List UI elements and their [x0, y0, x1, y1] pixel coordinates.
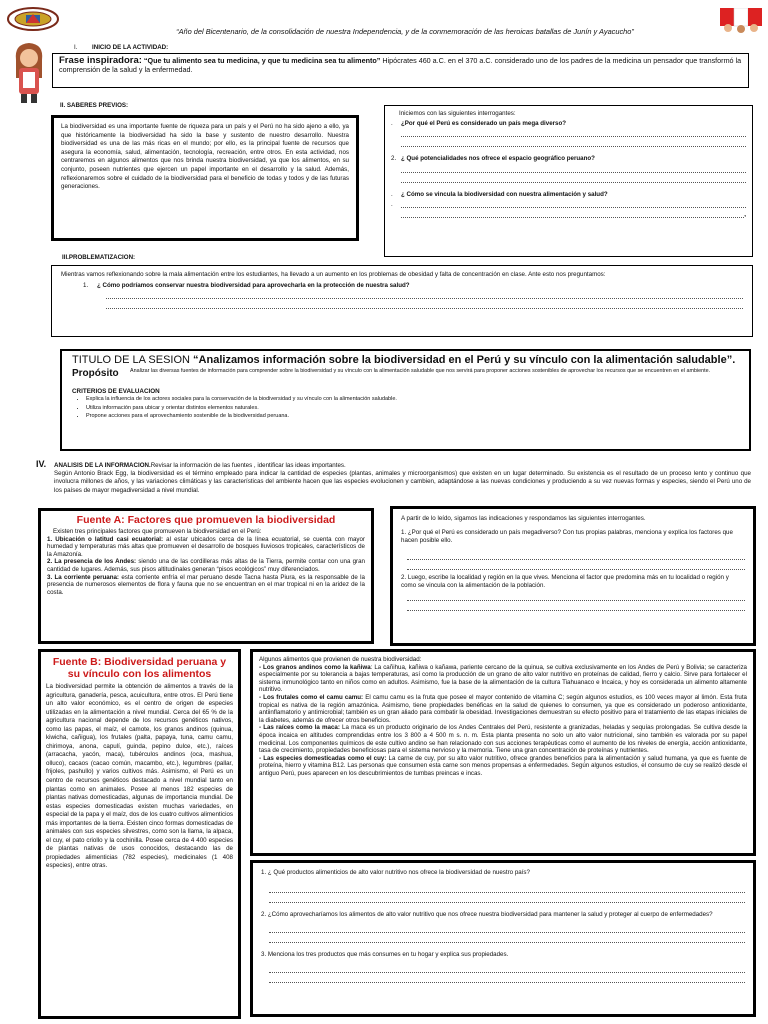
answer-line[interactable]	[407, 560, 745, 570]
saberes-intro: Iniciemos con las siguientes interrogantes:	[399, 110, 516, 117]
fuente-a-factor-3: 3. La corriente peruana: esta corriente enfría el mar peruano desde Tacna hasta Piura, es la responsable de la presencia de numerosos elementos de flora y fauna que no se encuentran en el mar tropical ni en la aridez de la costa.	[47, 573, 365, 596]
alimento-cuy: - Las especies domesticadas como el cuy: La carne de cuy, por su alto valor nutritivo, ofrece grandes beneficios para la alimentación y salud humana, ya que es fuente de proteína, hierro y vitamina B12. Las personas que consumen esta carne son menos propensas a enfermedades. Según algunos estudios, el consumo de cuy se realizó desde el antiguo Perú, pues aparecen en los descubrimientos de tumbas preincas e incas.	[259, 754, 747, 777]
saberes-box	[51, 115, 359, 241]
fuente-a-factor-1: 1. Ubicación o latitud casi ecuatorial: al estar ubicados cerca de la línea ecuatorial, se cuenta con mayor humedad y temperaturas más altas que promueven el desarrollo de bosques lluviosos tropicales, característicos de la Amazonía.	[47, 535, 365, 558]
saberes-question-3: ¿ Cómo se vincula la biodiversidad con nuestra alimentación y salud?	[401, 190, 608, 198]
answer-line[interactable]	[106, 299, 743, 309]
q1-number: .	[391, 119, 393, 127]
preguntas-b-q3: 3. Menciona los tres productos que más consumes en tu hogar y explica sus propiedades.	[261, 951, 509, 959]
saberes-question-2: ¿ Qué potencialidades nos ofrece el espacio geográfico peruano?	[401, 155, 595, 163]
saberes-questions-box	[384, 105, 753, 257]
preguntas-a-q1: 1. ¿Por qué el Perú es considerado un país megadiverso? Con tus propias palabras, menciona y explica los factores que hacen posible ello.	[401, 528, 733, 545]
criterios-list	[86, 395, 739, 421]
proposito-label: Propósito	[72, 368, 119, 379]
answer-line[interactable]	[401, 163, 746, 173]
answer-line[interactable]	[269, 883, 745, 893]
sesion-title-label: TITULO DE LA SESION	[72, 354, 190, 366]
problematizacion-heading: III.PROBLEMATIZACION:	[62, 254, 136, 261]
answer-line[interactable]	[106, 289, 743, 299]
criterio-item: • Utiliza información para ubicar y orientar distintos elementos naturales.	[86, 404, 739, 413]
answer-line[interactable]	[401, 208, 744, 218]
problematizacion-text: Mientras vamos reflexionando sobre la mala alimentación entre los estudiantes, ha llevado a un aumento en los problemas de obesidad y falta de concentración en clase. Ante esto nos preguntamos:	[61, 271, 606, 278]
problematizacion-box	[51, 265, 753, 337]
answer-line[interactable]	[407, 601, 745, 611]
frase-label: Frase inspiradora:	[59, 55, 142, 66]
fuente-a-title: Fuente A: Factores que promueven la biodiversidad	[76, 514, 336, 526]
analisis-text: Según Antonio Brack Egg, la biodiversidad es el término empleado para indicar la cantidad de especies (plantas, animales y microorganismos) que existen en un lugar determinado. Su existencia es el resultado de un proceso lento y continuo que involucra millones de años, y las variaciones climáticas y las características del ambiente hacen que las especies evolucionen y cambien, adaptándose a las nuevas condiciones y produciendo a su vez nuevas formas y especies, siendo el Perú uno de los países de mayor megadiversidad a nivel mundial.	[54, 469, 751, 494]
analisis-instruction: Revisar la información de las fuentes , identificar las ideas importantes.	[150, 462, 346, 469]
alimento-maca: - Las raíces como la maca: La maca es un producto originario de los Andes Centrales del Perú, resistente a granizadas, heladas y sequías prolongadas. Se cultiva desde la época incaica en altitudes comprendidas entre los 3 800 a 4 500 m s. n. m. Esta planta presenta no solo un alto valor nutricional, sino también es valorada por su papel medicinal. Los componentes químicos de este cultivo andino se han relacionado con sus acciones terapéuticas como el aumento de los niveles de energía, acción antioxidante, tasa de crecimiento, propiedades beneficiosas para el sistema nervioso y la memoria. Tiene una gran concentración de proteínas y nutrientes.	[259, 724, 747, 755]
frase-rest: Hipócrates 460 a.C. en el 370 a.C. considerado uno de los padres de la medicina un pensador que transformó la comprensión de la salud y la enfermedad.	[59, 56, 742, 74]
preguntas-a-box	[390, 506, 756, 646]
q3-tail-number: .	[391, 200, 393, 208]
fuente-b-title: Fuente B: Biodiversidad peruana y su vínculo con los alimentos	[52, 656, 227, 680]
school-crest-icon	[6, 6, 60, 32]
section-i-number: I.	[74, 44, 78, 51]
answer-line[interactable]	[269, 933, 745, 943]
preguntas-b-box	[250, 860, 756, 1017]
answer-line[interactable]	[269, 893, 745, 903]
answer-line[interactable]	[269, 963, 745, 973]
fuente-a-factor-2: 2. La presencia de los Andes: siendo una de las cordilleras más altas de la Tierra, permite contar con una gran cantidad de lugares. Además, sus pisos altitudinales generan “pisos ecológicos” muy diferenciados.	[47, 558, 365, 573]
section-i-heading: INICIO DE LA ACTIVIDAD:	[92, 44, 169, 51]
people-flag-icon	[720, 8, 762, 34]
problem-q-number: 1.	[83, 281, 89, 289]
fuente-a-box	[38, 508, 374, 644]
teacher-icon	[8, 40, 50, 104]
answer-line[interactable]	[401, 173, 746, 183]
criterios-label: CRITERIOS DE EVALUACION	[72, 388, 160, 395]
answer-line[interactable]	[401, 127, 746, 137]
frase-quote: “Que tu alimento sea tu medicina, y que tu medicina sea tu alimento”	[143, 56, 381, 65]
proposito-text: Analizar las diversas fuentes de información para comprender sobre la biodiversidad y su vínculo con la alimentación saludable que nos servirá para proponer acciones sostenibles de aprovechar los recursos que se encuentren en el ambiente.	[130, 368, 711, 374]
preguntas-a-q2: 2. Luego, escribe la localidad y región en la que vives. Menciona el factor que predomina más en tu localidad o región y como se vincula con la alimentación de la población.	[401, 573, 729, 590]
saberes-question-1: ¿Por qué el Perú es considerado un país mega diverso?	[401, 119, 567, 127]
saberes-text: La biodiversidad es una importante fuente de riqueza para un país y el Perú no ha sido ajeno a ello, ya que históricamente la biodiversidad ha sido la base y sustento de nuestro desarrollo. Nuestra biodiversidad es una de las más ricas en el mundo; por ello, es la principal fuente de recursos que asegura la economía, salud, alimentación, tecnología, recreación, entre otros. En esta actividad, nos centraremos en algunos alimentos que nos brinda nuestra biodiversidad, ya que los alimentos, en su conjunto, poseen nutrientes que ejercen un papel importante en el desarrollo y la salud. Además, reflexionaremos sobre el cuidado de la biodiversidad para el beneficio de todas y todos y de las futuras generaciones.	[61, 123, 349, 191]
criterio-item: • Explica la influencia de los actores sociales para la conservación de la biodiversidad y su vínculo con la alimentación saludable.	[86, 395, 739, 404]
teacher-illustration	[8, 40, 50, 104]
sesion-box	[60, 349, 751, 451]
flag-decoration	[720, 8, 762, 34]
preguntas-b-q2: 2. ¿Cómo aprovecharíamos los alimentos de alto valor nutritivo que nos ofrece nuestra biodiversidad para mantener la salud y proteger al cuerpo de enfermedades?	[261, 910, 713, 918]
sesion-title: “Analizamos información sobre la biodiversidad en el Perú y su vínculo con la alimentación saludable”.	[193, 354, 736, 366]
fuente-b-text: La biodiversidad permite la obtención de alimentos a través de la agricultura, ganadería, pesca, acuicultura, entre otros. El Perú tiene un alto valor económico, es el centro de origen de especies utilizadas en la alimentación a nivel mundial. Cerca del 65 % de la agricultura nacional depende de los recursos genéticos nativos, como las papas, el maíz, el camote, los granos andinos (quinua, kiwicha, cañigua), los frutales (palta, papaya, tuna, camu camu, chirimoya, anona, capulí, guinda, pepino dulce, etc.), raíces (arracacha, yacón, maca), tubérculos andinos (oca, mashua, olluco), cacaos (cacao común, macambo, etc.), legumbres (pallar, frijoles, pashullo) y varios cultivos más. Asimismo, el Perú es un centro de recursos genéticos destacado a nivel mundial tanto en plantas como en animales. Posee al menos 182 especies de plantas nativas domesticadas, algunas de importancia mundial. De estas especies domesticadas existen muchas variedades, en especial de la papa y el maíz, dos de los cuatro cultivos alimenticios más importantes de la tierra. Existen cinco formas domesticadas de animales con sus especies silvestres, como son la llama, la alpaca, el cuy, el pato criollo y la cochinilla. Posee cerca de 4 400 especies de plantas nativas de usos conocidos, destacando las de propiedades alimenticias (782 especies), medicinales (1 408 especies), entre otras.	[46, 683, 233, 870]
alimentos-box	[250, 649, 756, 856]
analisis-block	[36, 459, 751, 495]
q2-number: 2.	[391, 155, 397, 163]
answer-line[interactable]	[401, 198, 746, 208]
fuente-b-box	[38, 649, 241, 1019]
preguntas-b-q1: 1. ¿ Qué productos alimenticios de alto valor nutritivo nos ofrece la biodiversidad de nuestro país?	[261, 869, 530, 876]
alimento-kaniwa: - Los granos andinos como la kañiwa: La cañihua, kañiwa o kañawa, pariente cercano de la quinua, se cultiva exclusivamente en los Andes de Perú y Bolivia; se caracteriza especialmente por su tolerancia a bajas temperaturas, así como la producción de un grano de alto valor nutritivo en proteínas de calidad, fierro y calcio. Sirve para fortalecer el sistema inmunológico tanto en niños como en adultos. Asimismo, fue la base de la alimentación de la cultura Tiahuanaco e Incaica, y hoy es considerada un alimento altamente nutritivo.	[259, 663, 747, 694]
answer-line[interactable]	[269, 973, 745, 983]
answer-line[interactable]	[407, 591, 745, 601]
criterio-item: • Propone acciones para el aprovechamiento sostenible de la biodiversidad peruana.	[86, 412, 739, 421]
alimentos-intro: Algunos alimentos que provienen de nuestra biodiversidad:	[259, 656, 422, 663]
answer-line[interactable]	[269, 923, 745, 933]
analisis-number: IV.	[36, 459, 47, 469]
preguntas-a-intro: A partir de lo leído, sigamos las indicaciones y respondamos las siguientes interrogantes.	[401, 515, 646, 522]
alimento-camu-camu: - Los frutales como el camu camu: El camu camu es la fruta que posee el mayor contenido de vitamina C; según algunos estudios, es 100 veces mayor al limón. Esta fruta tropical es nativa de la región amazónica. Asimismo, tiene propiedades benéficas en la salud de quienes lo consumen, ya que es considerado un poderoso antioxidante, antiinflamatorio y antimicrobial; también es un gran aliado para combatir la obesidad. Investigaciones demuestran su efecto positivo para el tratamiento de las etapas iniciales de la diabetes, además de ofrecer otros beneficios.	[259, 693, 747, 724]
analisis-heading: ANALISIS DE LA INFORMACION.	[54, 462, 151, 469]
problem-question: ¿ Cómo podríamos conservar nuestra biodiversidad para aprovecharla en la protección de nuestra salud?	[97, 281, 410, 289]
q3-number: .	[391, 190, 393, 198]
frase-box	[52, 53, 749, 88]
answer-line[interactable]	[401, 137, 746, 147]
saberes-heading: II. SABERES PREVIOS:	[60, 102, 129, 109]
q3-end-mark: ,	[744, 210, 746, 218]
fuente-a-intro: Existen tres principales factores que promueven la biodiversidad en el Perú:	[53, 528, 262, 535]
school-logo	[6, 6, 60, 32]
header-motto: “Año del Bicentenario, de la consolidación de nuestra Independencia, y de la conmemoración de las heroicas batallas de Junín y Ayacucho”	[176, 27, 634, 36]
answer-line[interactable]	[407, 550, 745, 560]
